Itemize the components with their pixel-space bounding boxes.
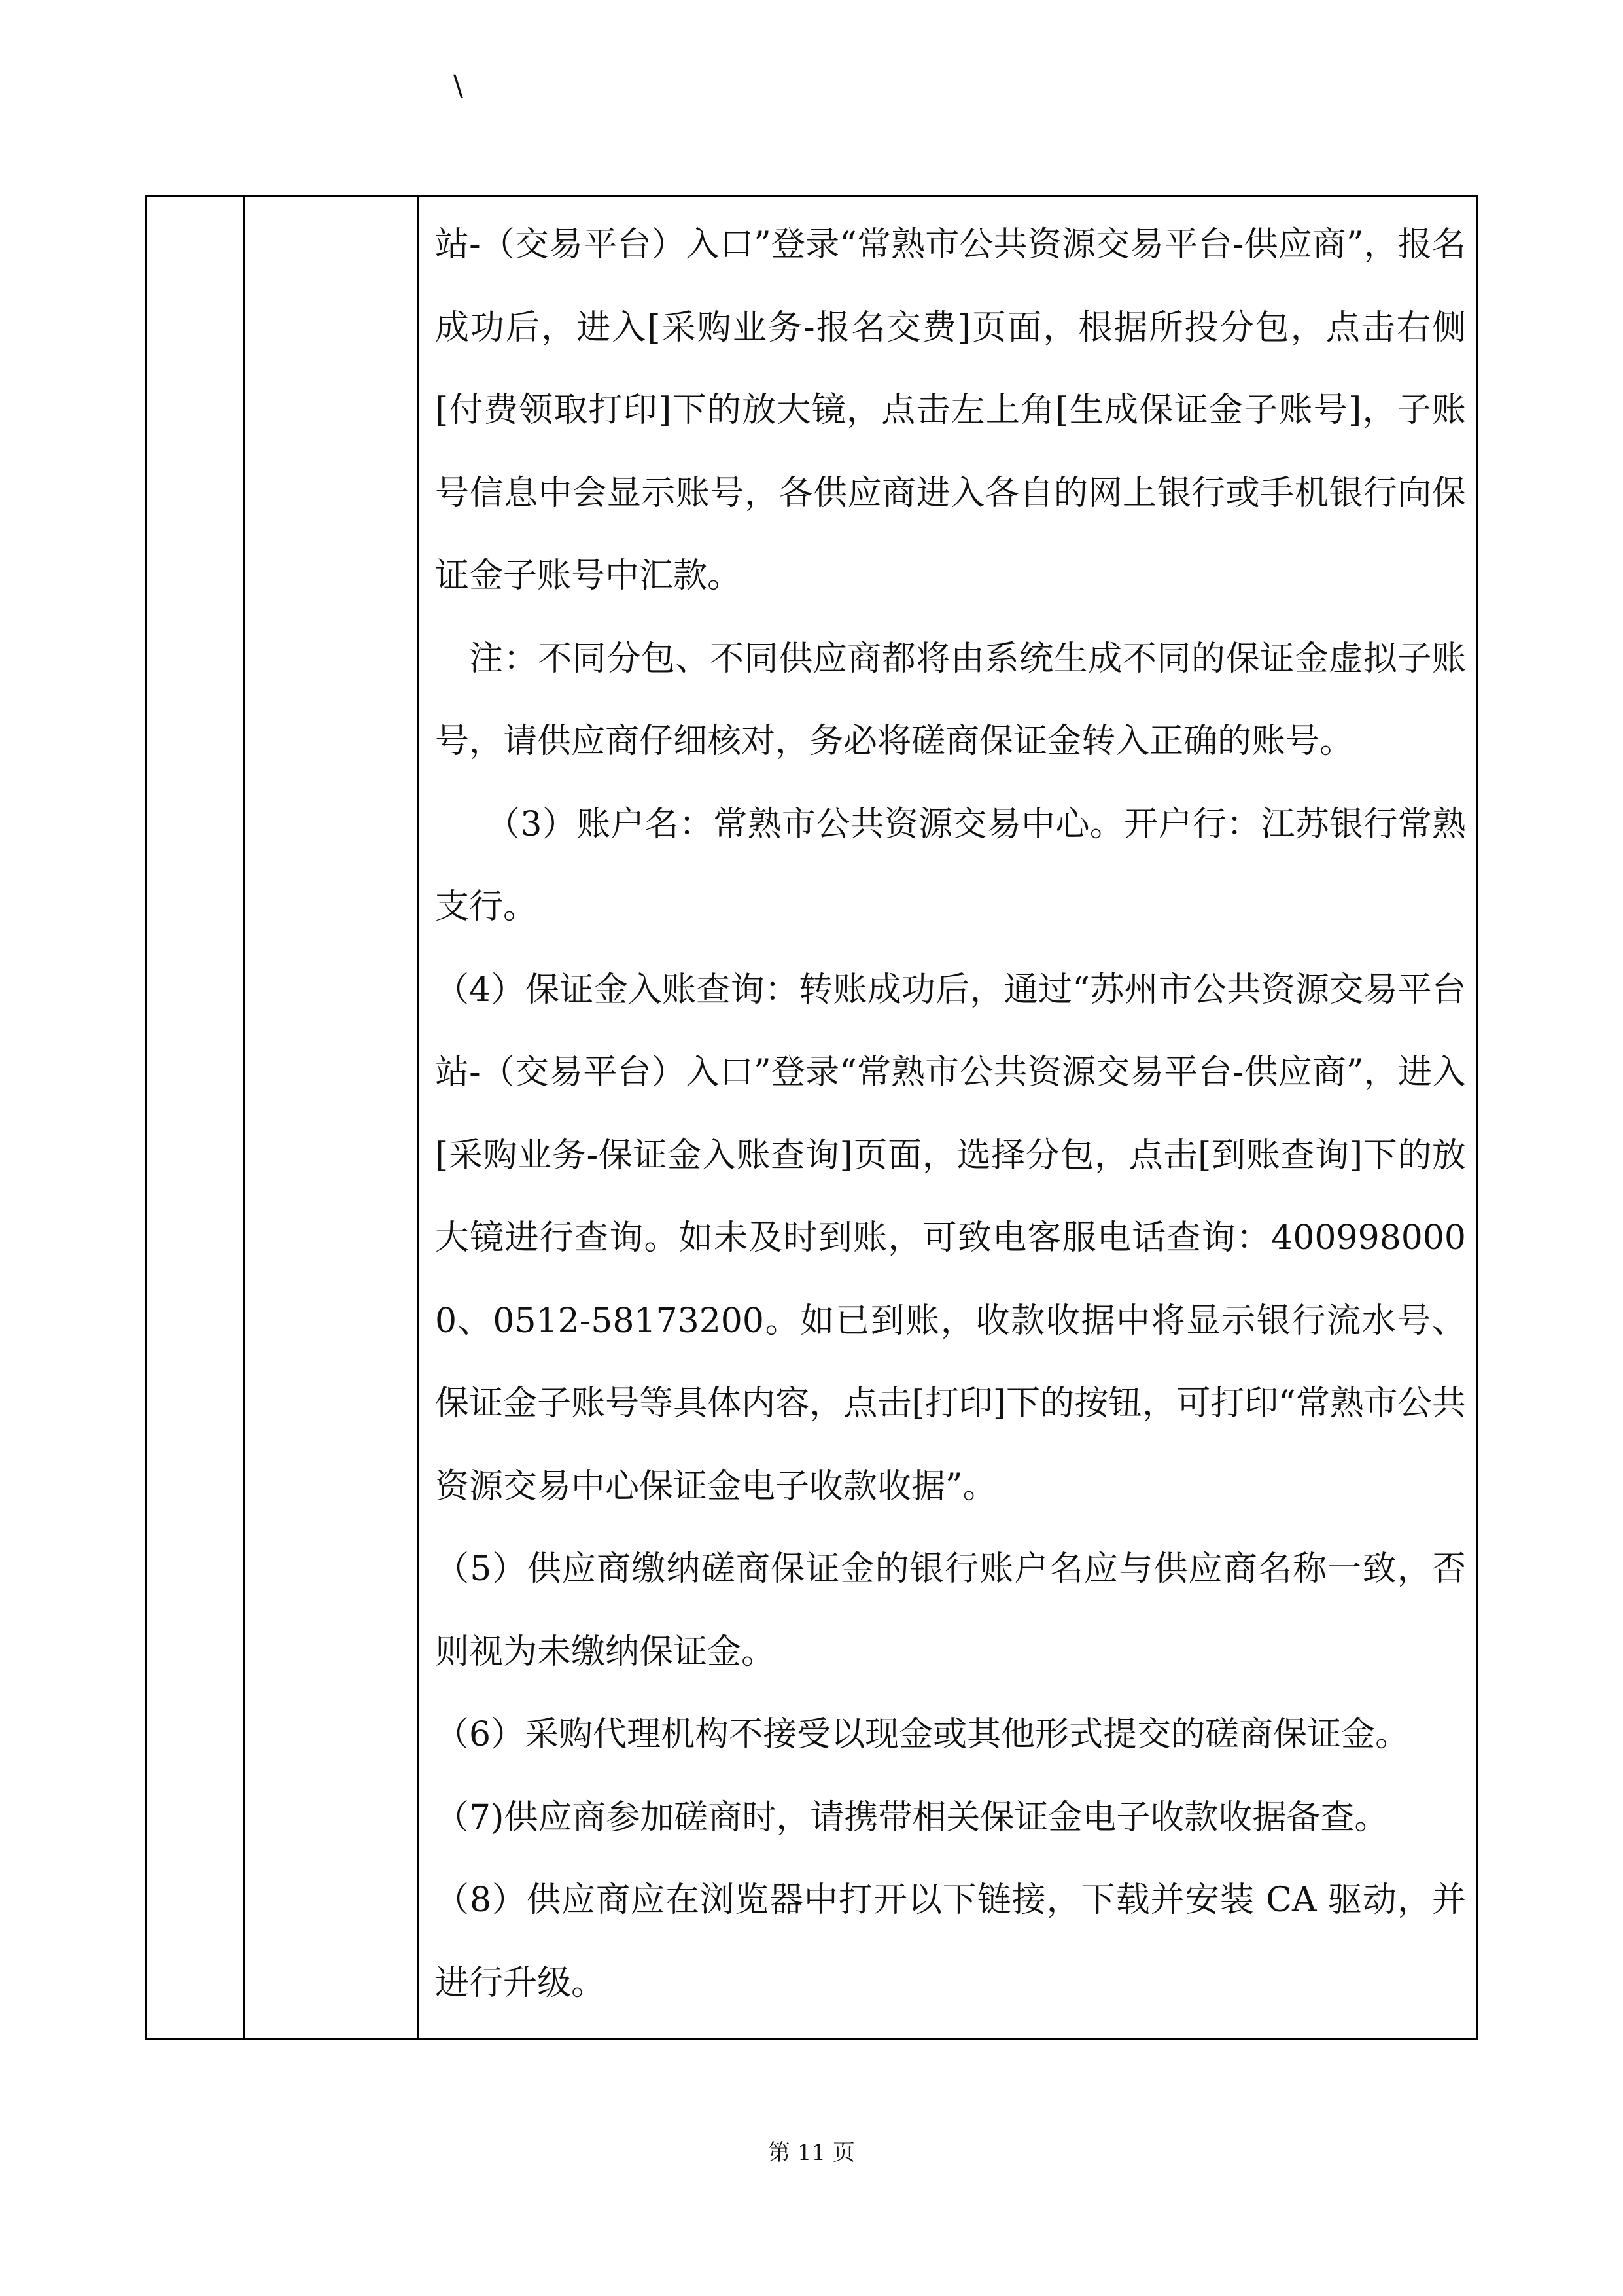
paragraph-bring-receipt: （7)供应商参加磋商时，请携带相关保证金电子收款收据备查。: [435, 1797, 1389, 1837]
paragraph-account-name-rule: （5）供应商缴纳磋商保证金的银行账户名应与供应商名称一致，否则视为未缴纳保证金。: [435, 1549, 1466, 1672]
paragraph-account-name: （3）账户名：常熟市公共资源交易中心。开户行：江苏银行常熟支行。: [435, 804, 1466, 927]
paragraph-registration-steps: 站-（交易平台）入口”登录“常熟市公共资源交易平台-供应商”，报名成功后，进入[采购业务-报名交费]页面，根据所投分包，点击右侧[付费领取打印]下的放大镜，点击左上角[生成保证金子账号]，子账号信息中会显示账号，各供应商进入各自的网上银行或手机银行向保证金子账号中汇款。: [435, 225, 1466, 595]
table-content-cell: [435, 197, 1466, 2024]
paragraph-note: 注：不同分包、不同供应商都将由系统生成不同的保证金虚拟子账号，请供应商仔细核对，务必将磋商保证金转入正确的账号。: [435, 639, 1466, 761]
document-table: [145, 195, 1478, 2040]
paragraph-ca-driver: （8）供应商应在浏览器中打开以下链接，下载并安装 CA 驱动，并进行升级。: [435, 1881, 1466, 2003]
paragraph-no-cash: （6）采购代理机构不接受以现金或其他形式提交的磋商保证金。: [435, 1715, 1410, 1754]
paragraph-deposit-query: （4）保证金入账查询：转账成功后，通过“苏州市公共资源交易平台站-（交易平台）入口”登录“常熟市公共资源交易平台-供应商”，进入[采购业务-保证金入账查询]页面，选择分包，点击[到账查询]下的放大镜进行查询。如未及时到账，可致电客服电话查询：4009980000、0512-58173200。如已到账，收款收据中将显示银行流水号、保证金子账号等具体内容，点击[打印]下的按钮，可打印“常熟市公共资源交易中心保证金电子收款收据”。: [435, 970, 1466, 1506]
page-number: 第 11 页: [768, 2140, 855, 2166]
table-column-divider-1: [243, 197, 245, 2038]
stray-backslash-mark: \: [453, 69, 463, 103]
table-column-divider-2: [417, 197, 419, 2038]
